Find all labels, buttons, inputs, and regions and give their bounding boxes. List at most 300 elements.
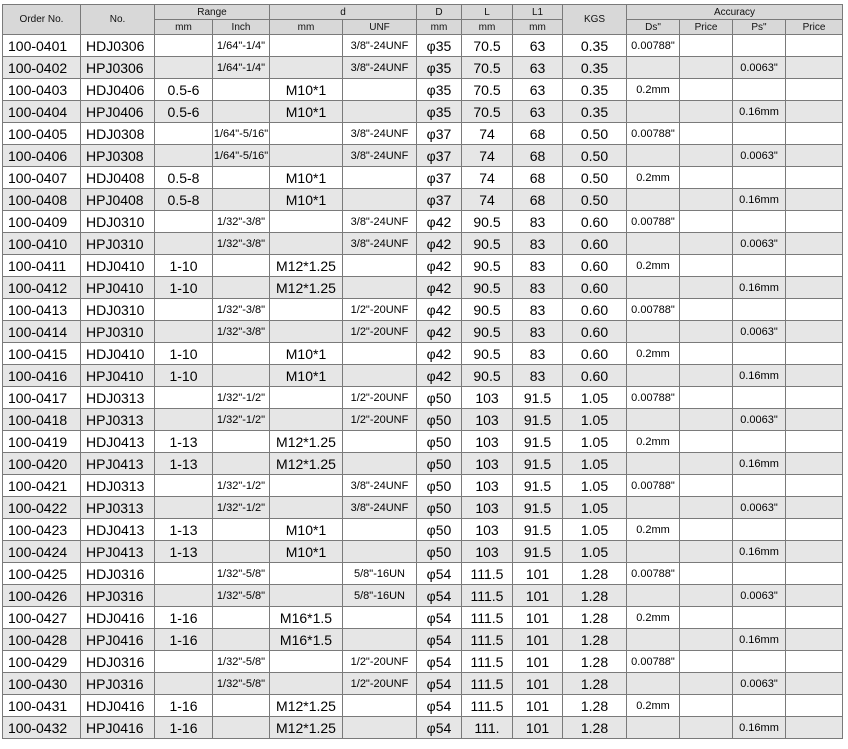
cell-price-1 (680, 563, 733, 585)
cell-D: φ35 (417, 79, 462, 101)
cell-kgs: 0.60 (563, 255, 627, 277)
cell-D: φ50 (417, 409, 462, 431)
cell-model-no: HPJ0413 (81, 541, 155, 563)
cell-price-2 (786, 475, 843, 497)
table-row (3, 233, 843, 255)
cell-model-no: HDJ0308 (81, 123, 155, 145)
cell-order-no: 100-0419 (3, 431, 81, 453)
cell-order-no: 100-0417 (3, 387, 81, 409)
table-row (3, 585, 843, 607)
cell-L: 111.5 (462, 607, 513, 629)
cell-ps: 0.0063" (733, 585, 786, 607)
cell-price-1 (680, 541, 733, 563)
cell-price-1 (680, 651, 733, 673)
cell-ds: 0.00788" (627, 123, 680, 145)
cell-model-no: HPJ0313 (81, 497, 155, 519)
header-D-mm: mm (417, 20, 462, 35)
cell-price-1 (680, 189, 733, 211)
cell-ds: 0.00788" (627, 475, 680, 497)
cell-d-mm (270, 57, 343, 79)
cell-model-no: HPJ0310 (81, 233, 155, 255)
cell-ds (627, 585, 680, 607)
cell-d-mm (270, 673, 343, 695)
header-order-no: Order No. (3, 5, 81, 35)
cell-d-mm (270, 475, 343, 497)
cell-L1: 101 (513, 695, 563, 717)
cell-range-mm: 1-13 (155, 541, 213, 563)
cell-d-mm: M10*1 (270, 365, 343, 387)
cell-range-mm (155, 673, 213, 695)
cell-kgs: 0.60 (563, 365, 627, 387)
cell-D: φ50 (417, 519, 462, 541)
cell-price-1 (680, 167, 733, 189)
cell-d-unf (343, 629, 417, 651)
cell-L1: 91.5 (513, 453, 563, 475)
cell-range-inch (213, 453, 270, 475)
cell-d-mm: M10*1 (270, 189, 343, 211)
cell-model-no: HPJ0310 (81, 321, 155, 343)
cell-ds (627, 717, 680, 739)
cell-ps (733, 255, 786, 277)
cell-order-no: 100-0402 (3, 57, 81, 79)
cell-L: 74 (462, 145, 513, 167)
cell-model-no: HPJ0410 (81, 365, 155, 387)
cell-L: 74 (462, 123, 513, 145)
cell-L: 103 (462, 519, 513, 541)
cell-L1: 91.5 (513, 431, 563, 453)
cell-range-mm (155, 211, 213, 233)
table-row (3, 387, 843, 409)
cell-price-2 (786, 673, 843, 695)
cell-model-no: HDJ0316 (81, 563, 155, 585)
cell-D: φ37 (417, 167, 462, 189)
cell-D: φ54 (417, 563, 462, 585)
cell-price-2 (786, 233, 843, 255)
table-row (3, 57, 843, 79)
cell-range-inch (213, 431, 270, 453)
cell-price-1 (680, 35, 733, 57)
header-ps: Ps" (733, 20, 786, 35)
cell-range-inch (213, 167, 270, 189)
header-L1: L1 (513, 5, 563, 20)
cell-range-inch: 1/64"-1/4" (213, 35, 270, 57)
cell-L: 103 (462, 431, 513, 453)
cell-L1: 63 (513, 79, 563, 101)
cell-order-no: 100-0410 (3, 233, 81, 255)
cell-d-unf (343, 453, 417, 475)
cell-D: φ54 (417, 695, 462, 717)
cell-price-2 (786, 255, 843, 277)
header-d-unf: UNF (343, 20, 417, 35)
cell-ps: 0.0063" (733, 409, 786, 431)
cell-L: 111.5 (462, 673, 513, 695)
cell-range-mm: 1-10 (155, 255, 213, 277)
cell-price-1 (680, 101, 733, 123)
cell-price-2 (786, 497, 843, 519)
cell-L: 111.5 (462, 585, 513, 607)
cell-ps: 0.0063" (733, 673, 786, 695)
cell-model-no: HDJ0408 (81, 167, 155, 189)
cell-order-no: 100-0405 (3, 123, 81, 145)
cell-L1: 83 (513, 343, 563, 365)
cell-price-1 (680, 343, 733, 365)
cell-L1: 101 (513, 673, 563, 695)
cell-D: φ42 (417, 343, 462, 365)
cell-range-inch: 1/32"-3/8" (213, 211, 270, 233)
cell-ds (627, 365, 680, 387)
cell-L1: 83 (513, 211, 563, 233)
cell-ds: 0.2mm (627, 167, 680, 189)
header-ds: Ds" (627, 20, 680, 35)
cell-price-1 (680, 717, 733, 739)
cell-D: φ42 (417, 233, 462, 255)
cell-ds: 0.2mm (627, 607, 680, 629)
cell-price-1 (680, 607, 733, 629)
table-row (3, 35, 843, 57)
cell-order-no: 100-0427 (3, 607, 81, 629)
cell-order-no: 100-0415 (3, 343, 81, 365)
cell-order-no: 100-0429 (3, 651, 81, 673)
cell-d-mm (270, 211, 343, 233)
cell-d-unf: 3/8"-24UNF (343, 211, 417, 233)
table-row (3, 409, 843, 431)
cell-ps: 0.16mm (733, 541, 786, 563)
cell-d-mm: M12*1.25 (270, 717, 343, 739)
cell-model-no: HPJ0313 (81, 409, 155, 431)
cell-price-2 (786, 321, 843, 343)
cell-range-mm: 1-16 (155, 629, 213, 651)
cell-price-2 (786, 651, 843, 673)
cell-price-1 (680, 255, 733, 277)
table-row (3, 167, 843, 189)
cell-range-inch (213, 519, 270, 541)
cell-price-2 (786, 299, 843, 321)
cell-model-no: HDJ0413 (81, 519, 155, 541)
header-L1-mm: mm (513, 20, 563, 35)
cell-kgs: 0.50 (563, 167, 627, 189)
cell-order-no: 100-0426 (3, 585, 81, 607)
cell-L: 111. (462, 717, 513, 739)
cell-range-mm (155, 321, 213, 343)
cell-range-inch (213, 277, 270, 299)
cell-L1: 68 (513, 123, 563, 145)
cell-range-mm: 0.5-6 (155, 101, 213, 123)
cell-ps (733, 519, 786, 541)
cell-D: φ54 (417, 651, 462, 673)
cell-kgs: 0.60 (563, 343, 627, 365)
table-row (3, 365, 843, 387)
cell-L: 74 (462, 167, 513, 189)
cell-L1: 83 (513, 233, 563, 255)
cell-order-no: 100-0428 (3, 629, 81, 651)
cell-model-no: HPJ0413 (81, 453, 155, 475)
cell-price-2 (786, 167, 843, 189)
cell-ps: 0.16mm (733, 277, 786, 299)
cell-L: 90.5 (462, 255, 513, 277)
cell-L: 90.5 (462, 321, 513, 343)
cell-D: φ42 (417, 277, 462, 299)
cell-range-inch (213, 365, 270, 387)
table-row (3, 629, 843, 651)
cell-ds (627, 541, 680, 563)
cell-ps: 0.16mm (733, 101, 786, 123)
cell-kgs: 1.05 (563, 409, 627, 431)
cell-D: φ42 (417, 255, 462, 277)
cell-D: φ42 (417, 299, 462, 321)
cell-L1: 68 (513, 189, 563, 211)
cell-d-unf (343, 255, 417, 277)
cell-d-unf (343, 607, 417, 629)
cell-kgs: 0.50 (563, 189, 627, 211)
cell-ds: 0.2mm (627, 255, 680, 277)
cell-ds: 0.00788" (627, 211, 680, 233)
cell-price-2 (786, 717, 843, 739)
cell-L1: 83 (513, 365, 563, 387)
cell-model-no: HDJ0313 (81, 475, 155, 497)
cell-d-mm (270, 563, 343, 585)
table-row (3, 343, 843, 365)
cell-d-mm: M12*1.25 (270, 431, 343, 453)
cell-d-unf (343, 695, 417, 717)
cell-ps: 0.16mm (733, 453, 786, 475)
cell-d-mm (270, 409, 343, 431)
cell-L: 90.5 (462, 233, 513, 255)
cell-kgs: 1.28 (563, 695, 627, 717)
cell-range-mm: 1-10 (155, 343, 213, 365)
cell-order-no: 100-0430 (3, 673, 81, 695)
cell-range-mm: 1-16 (155, 695, 213, 717)
cell-d-unf (343, 79, 417, 101)
cell-model-no: HPJ0406 (81, 101, 155, 123)
cell-d-mm (270, 497, 343, 519)
cell-d-mm (270, 321, 343, 343)
cell-kgs: 1.05 (563, 497, 627, 519)
cell-d-unf: 3/8"-24UNF (343, 35, 417, 57)
cell-range-mm: 1-10 (155, 365, 213, 387)
cell-L: 90.5 (462, 343, 513, 365)
cell-ps (733, 167, 786, 189)
cell-ds: 0.00788" (627, 35, 680, 57)
cell-ds: 0.00788" (627, 387, 680, 409)
cell-price-1 (680, 475, 733, 497)
cell-price-2 (786, 365, 843, 387)
cell-order-no: 100-0432 (3, 717, 81, 739)
cell-order-no: 100-0406 (3, 145, 81, 167)
cell-ds (627, 233, 680, 255)
cell-range-mm: 1-16 (155, 717, 213, 739)
cell-ps: 0.16mm (733, 717, 786, 739)
cell-price-2 (786, 35, 843, 57)
cell-ds (627, 101, 680, 123)
cell-range-inch: 1/32"-3/8" (213, 299, 270, 321)
cell-model-no: HDJ0416 (81, 607, 155, 629)
header-d-mm: mm (270, 20, 343, 35)
cell-L1: 91.5 (513, 409, 563, 431)
cell-D: φ54 (417, 607, 462, 629)
cell-model-no: HDJ0310 (81, 299, 155, 321)
header-no: No. (81, 5, 155, 35)
cell-kgs: 0.60 (563, 277, 627, 299)
cell-L1: 83 (513, 299, 563, 321)
cell-order-no: 100-0403 (3, 79, 81, 101)
cell-order-no: 100-0414 (3, 321, 81, 343)
cell-L1: 91.5 (513, 387, 563, 409)
header-L-mm: mm (462, 20, 513, 35)
cell-ds (627, 629, 680, 651)
cell-range-inch: 1/32"-3/8" (213, 233, 270, 255)
cell-model-no: HDJ0413 (81, 431, 155, 453)
cell-d-unf (343, 101, 417, 123)
cell-price-1 (680, 277, 733, 299)
table-header (3, 5, 843, 35)
header-price-1: Price (680, 20, 733, 35)
cell-d-mm: M12*1.25 (270, 453, 343, 475)
cell-range-mm: 1-10 (155, 277, 213, 299)
cell-order-no: 100-0404 (3, 101, 81, 123)
cell-d-unf (343, 167, 417, 189)
cell-L: 103 (462, 387, 513, 409)
table-row (3, 321, 843, 343)
cell-d-mm: M10*1 (270, 519, 343, 541)
cell-range-inch: 1/64"-5/16" (213, 145, 270, 167)
cell-d-unf (343, 277, 417, 299)
header-L: L (462, 5, 513, 20)
cell-price-2 (786, 563, 843, 585)
cell-L: 111.5 (462, 629, 513, 651)
cell-D: φ42 (417, 321, 462, 343)
cell-L: 103 (462, 541, 513, 563)
cell-D: φ42 (417, 211, 462, 233)
cell-ps: 0.0063" (733, 497, 786, 519)
cell-price-2 (786, 629, 843, 651)
cell-L: 90.5 (462, 365, 513, 387)
cell-price-1 (680, 453, 733, 475)
cell-L1: 83 (513, 277, 563, 299)
cell-d-mm (270, 145, 343, 167)
cell-ps (733, 343, 786, 365)
cell-price-1 (680, 365, 733, 387)
cell-order-no: 100-0421 (3, 475, 81, 497)
cell-ds (627, 321, 680, 343)
cell-kgs: 0.60 (563, 211, 627, 233)
cell-price-2 (786, 409, 843, 431)
header-range-inch: Inch (213, 20, 270, 35)
cell-d-mm: M10*1 (270, 167, 343, 189)
cell-ps: 0.0063" (733, 145, 786, 167)
table-row (3, 79, 843, 101)
cell-L1: 101 (513, 651, 563, 673)
cell-order-no: 100-0412 (3, 277, 81, 299)
header-accuracy: Accuracy (627, 5, 843, 20)
cell-D: φ37 (417, 145, 462, 167)
cell-L1: 63 (513, 101, 563, 123)
cell-range-mm (155, 57, 213, 79)
cell-d-unf: 1/2"-20UNF (343, 321, 417, 343)
cell-range-mm (155, 651, 213, 673)
cell-price-2 (786, 123, 843, 145)
cell-price-2 (786, 211, 843, 233)
cell-kgs: 0.35 (563, 79, 627, 101)
table-row (3, 497, 843, 519)
cell-L: 103 (462, 497, 513, 519)
cell-price-1 (680, 321, 733, 343)
cell-model-no: HDJ0310 (81, 211, 155, 233)
cell-L: 103 (462, 453, 513, 475)
cell-ps: 0.16mm (733, 365, 786, 387)
cell-d-mm: M12*1.25 (270, 277, 343, 299)
cell-L1: 68 (513, 167, 563, 189)
cell-kgs: 0.50 (563, 123, 627, 145)
cell-order-no: 100-0407 (3, 167, 81, 189)
cell-D: φ50 (417, 475, 462, 497)
cell-model-no: HPJ0416 (81, 717, 155, 739)
cell-ps (733, 299, 786, 321)
cell-range-inch: 1/32"-5/8" (213, 673, 270, 695)
cell-ds (627, 57, 680, 79)
cell-price-2 (786, 343, 843, 365)
table-body (3, 35, 843, 739)
cell-price-1 (680, 233, 733, 255)
cell-order-no: 100-0425 (3, 563, 81, 585)
cell-d-mm (270, 35, 343, 57)
cell-d-mm (270, 387, 343, 409)
cell-range-mm: 1-13 (155, 453, 213, 475)
header-d: d (270, 5, 417, 20)
table-row (3, 431, 843, 453)
table-row (3, 519, 843, 541)
cell-d-unf: 1/2"-20UNF (343, 673, 417, 695)
cell-D: φ50 (417, 387, 462, 409)
cell-range-inch: 1/64"-5/16" (213, 123, 270, 145)
cell-kgs: 1.05 (563, 519, 627, 541)
cell-ds: 0.2mm (627, 695, 680, 717)
cell-price-2 (786, 453, 843, 475)
cell-ds (627, 277, 680, 299)
cell-model-no: HDJ0313 (81, 387, 155, 409)
cell-kgs: 1.05 (563, 387, 627, 409)
cell-range-mm (155, 299, 213, 321)
cell-d-unf: 3/8"-24UNF (343, 57, 417, 79)
cell-order-no: 100-0423 (3, 519, 81, 541)
cell-ds: 0.00788" (627, 299, 680, 321)
cell-range-inch (213, 79, 270, 101)
cell-L1: 91.5 (513, 541, 563, 563)
cell-d-mm: M16*1.5 (270, 607, 343, 629)
cell-ps: 0.0063" (733, 233, 786, 255)
table-row (3, 299, 843, 321)
cell-d-mm (270, 651, 343, 673)
cell-price-2 (786, 387, 843, 409)
cell-D: φ54 (417, 585, 462, 607)
cell-model-no: HDJ0416 (81, 695, 155, 717)
cell-range-mm (155, 585, 213, 607)
cell-range-inch (213, 343, 270, 365)
cell-range-mm (155, 35, 213, 57)
cell-d-unf: 3/8"-24UNF (343, 497, 417, 519)
cell-price-2 (786, 57, 843, 79)
cell-ds (627, 497, 680, 519)
cell-kgs: 0.50 (563, 145, 627, 167)
cell-kgs: 1.28 (563, 651, 627, 673)
cell-order-no: 100-0424 (3, 541, 81, 563)
cell-kgs: 1.05 (563, 431, 627, 453)
cell-model-no: HDJ0406 (81, 79, 155, 101)
cell-L: 74 (462, 189, 513, 211)
cell-D: φ54 (417, 717, 462, 739)
cell-ps (733, 475, 786, 497)
cell-d-unf: 3/8"-24UNF (343, 145, 417, 167)
cell-L1: 91.5 (513, 475, 563, 497)
